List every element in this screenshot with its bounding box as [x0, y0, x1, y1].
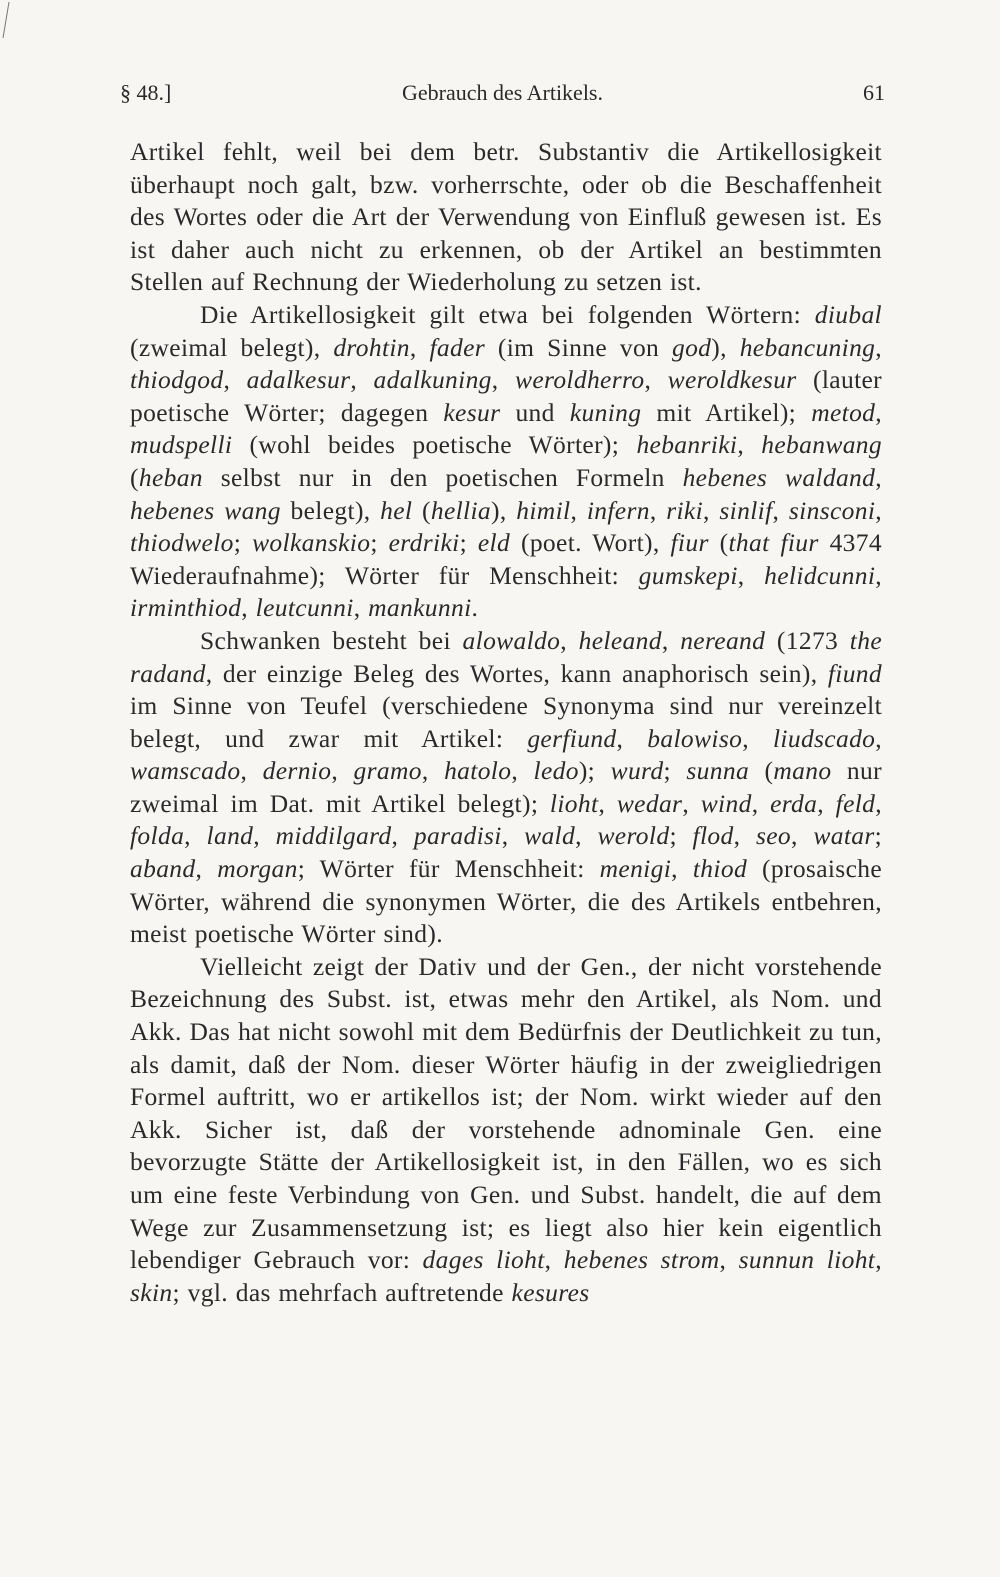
- italic-term: himil: [516, 495, 571, 525]
- italic-term: gumskepi: [638, 560, 738, 590]
- text-run: ,: [409, 332, 430, 362]
- text-run: ,: [491, 365, 515, 395]
- italic-term: dernio: [262, 756, 332, 786]
- italic-term: mudspelli: [130, 430, 233, 460]
- text-run: ,: [875, 462, 882, 492]
- text-run: ,: [616, 723, 648, 753]
- text-run: ; vgl. das mehrfach auftretende: [172, 1277, 512, 1307]
- text-run: Vielleicht zeigt der Dativ und der Gen., der nicht vorstehende Bezeichnung des Subst. ist, etwas mehr den Artikel, als Nom. und Akk. Das hat nicht sowohl mit dem Bedürfnis der Deutlichkeit zu tun, als damit, daß der Nom. dieser Wörter häufig in der zweigliedrigen Formel auftritt, wo er artikellos ist; der Nom. wirkt wieder auf den Akk. Sicher ist, daß der vorstehende adnominale Gen. eine bevorzugte Stätte der Artikellosigkeit ist, in den Fällen, wo es sich um eine feste Verbindung von Gen. und Subst. handelt, die auf dem Wege zur Zusammensetzung ist; es liegt also hier kein eigentlich lebendiger Gebrauch vor:: [130, 951, 882, 1275]
- text-run: ;: [663, 756, 687, 786]
- italic-term: god: [671, 332, 712, 362]
- italic-term: erda: [770, 788, 818, 818]
- italic-term: wedar: [616, 788, 683, 818]
- text-run: im Sinne von Teufel (verschiedene Synonyma sind nur vereinzelt belegt, und zwar mit Artikel:: [130, 691, 882, 753]
- italic-term: mankunni: [368, 593, 472, 623]
- text-run: ,: [331, 756, 354, 786]
- text-run: (: [412, 495, 431, 525]
- text-run: ,: [875, 332, 883, 362]
- text-run: nur zweimal im Dat. mit Artikel belegt);: [130, 756, 882, 818]
- italic-term: diubal: [814, 299, 882, 329]
- italic-term: hebanwang: [761, 430, 882, 460]
- text-run: (wohl beides poetische Wörter);: [232, 430, 637, 460]
- text-run: ,: [875, 788, 883, 818]
- italic-term: balowiso: [647, 723, 743, 753]
- italic-term: helidcunni: [764, 560, 876, 590]
- italic-term: infern: [586, 495, 650, 525]
- italic-term: alowaldo: [462, 625, 561, 655]
- text-run: ,: [253, 821, 276, 851]
- text-run: (lauter poetische Wörter; dagegen: [130, 365, 883, 427]
- text-run: (: [749, 756, 774, 786]
- italic-term: dages lioht: [422, 1245, 545, 1275]
- text-run: (: [708, 528, 729, 558]
- italic-term: mano: [773, 756, 832, 786]
- italic-term: ledo: [533, 756, 579, 786]
- text-run: ,: [671, 854, 693, 884]
- text-run: ; Wörter für Menschheit:: [297, 854, 600, 884]
- italic-term: metod: [811, 397, 876, 427]
- text-run: ,: [751, 788, 771, 818]
- page-number: 61: [863, 80, 885, 105]
- italic-term: fiur: [670, 528, 709, 558]
- text-run: (1273: [765, 625, 850, 655]
- text-run: ,: [875, 723, 883, 753]
- text-run: ,: [875, 1245, 882, 1275]
- italic-term: erdriki: [388, 528, 460, 558]
- italic-term: nereand: [680, 625, 766, 655]
- text-run: ,: [733, 821, 756, 851]
- text-run: ,: [391, 821, 414, 851]
- text-run: ),: [491, 495, 517, 525]
- text-run: ,: [421, 756, 445, 786]
- text-run: ,: [353, 593, 369, 623]
- text-run: ,: [791, 821, 814, 851]
- italic-term: sunna: [686, 756, 750, 786]
- italic-term: watar: [813, 821, 875, 851]
- text-run: ,: [241, 593, 256, 623]
- italic-term: drohtin: [333, 332, 410, 362]
- text-run: ,: [875, 397, 883, 427]
- text-run: ,: [649, 495, 667, 525]
- italic-term: hebancuning: [739, 332, 876, 362]
- italic-term: hellia: [430, 495, 492, 525]
- text-run: Die Artikellosigkeit gilt etwa bei folgenden Wörtern:: [200, 299, 815, 329]
- text-run: ;: [233, 528, 253, 558]
- text-run: ,: [742, 723, 773, 753]
- text-run: (poet. Wort),: [510, 528, 671, 558]
- italic-term: kesures: [511, 1277, 590, 1307]
- italic-term: feld: [835, 788, 876, 818]
- italic-term: sinsconi: [788, 495, 876, 525]
- italic-term: thiodgod: [130, 365, 224, 395]
- italic-term: hebanriki: [636, 430, 738, 460]
- text-run: ,: [875, 495, 883, 525]
- text-run: ,: [772, 495, 789, 525]
- text-run: ;: [459, 528, 478, 558]
- text-run: ,: [737, 560, 765, 590]
- italic-term: adalkesur: [246, 365, 351, 395]
- text-run: .: [471, 593, 479, 623]
- italic-term: weroldkesur: [667, 365, 797, 395]
- text-run: ,: [501, 821, 525, 851]
- text-run: ,: [544, 1245, 564, 1275]
- italic-term: hebenes strom: [563, 1245, 720, 1275]
- italic-term: hatolo: [444, 756, 512, 786]
- italic-term: fader: [429, 332, 486, 362]
- text-run: ,: [737, 430, 762, 460]
- text-run: ,: [570, 495, 587, 525]
- text-run: Schwanken besteht bei: [200, 625, 463, 655]
- italic-term: that fiur: [728, 528, 819, 558]
- text-run: selbst nur in den poetischen Formeln: [202, 462, 683, 492]
- italic-term: thiod: [692, 854, 748, 884]
- running-title: Gebrauch des Artikels.: [402, 80, 603, 105]
- text-run: ,: [223, 365, 247, 395]
- italic-term: wurd: [610, 756, 664, 786]
- italic-term: gerfiund: [527, 723, 617, 753]
- text-run: ,: [682, 788, 701, 818]
- text-run: 4374 Wiederaufnahme); Wörter für Menschheit:: [130, 528, 882, 590]
- italic-term: heleand: [578, 625, 662, 655]
- running-header: [120, 80, 885, 110]
- italic-term: eld: [477, 528, 511, 558]
- italic-term: kuning: [569, 397, 642, 427]
- text-run: ;: [669, 821, 693, 851]
- italic-term: werold: [597, 821, 670, 851]
- italic-term: kesur: [443, 397, 501, 427]
- text-run: ,: [703, 495, 720, 525]
- italic-term: leutcunni: [255, 593, 354, 623]
- text-run: ,: [875, 560, 883, 590]
- text-run: ,: [184, 821, 207, 851]
- text-run: );: [578, 756, 611, 786]
- italic-term: hebenes wang: [130, 495, 281, 525]
- text-run: (prosaische Wörter, während die synonymen Wörter, die des Artikels entbehren, meist poetische Wörter sind).: [130, 854, 883, 949]
- italic-term: wald: [524, 821, 576, 851]
- text-run: ,: [511, 756, 534, 786]
- paragraph: [130, 625, 882, 951]
- italic-term: weroldherro: [514, 365, 645, 395]
- text-run: ,: [719, 1245, 739, 1275]
- italic-term: fiund: [827, 658, 882, 688]
- italic-term: seo: [755, 821, 791, 851]
- italic-term: skin: [130, 1277, 173, 1307]
- text-run: ,: [575, 821, 598, 851]
- italic-term: wolkanskio: [252, 528, 371, 558]
- text-run: mit Artikel);: [641, 397, 812, 427]
- paragraph: [130, 136, 882, 299]
- italic-term: thiodwelo: [130, 528, 234, 558]
- text-run: ,: [350, 365, 374, 395]
- body-text: [130, 136, 882, 1309]
- italic-term: sinlif: [719, 495, 773, 525]
- italic-term: liudscado: [772, 723, 876, 753]
- text-run: ,: [661, 625, 681, 655]
- section-number: § 48.]: [120, 80, 172, 105]
- italic-term: land: [206, 821, 254, 851]
- italic-term: menigi: [599, 854, 672, 884]
- text-run: ,: [817, 788, 836, 818]
- italic-term: hebenes waldand: [682, 462, 876, 492]
- italic-term: middilgard: [275, 821, 392, 851]
- text-run: ,: [195, 854, 218, 884]
- italic-term: adalkuning: [373, 365, 492, 395]
- text-run: Artikel fehlt, weil bei dem betr. Substantiv die Artikellosigkeit überhaupt noch galt, bzw. vorherrschte, oder ob die Beschaffenheit des Wortes oder die Art der Verwendung von Einfluß gewesen ist. Es ist daher auch nicht zu erkennen, ob der Artikel an bestimmten Stellen auf Rechnung der Wiederholung zu setzen ist.: [130, 137, 882, 297]
- italic-term: flod: [692, 821, 734, 851]
- italic-term: morgan: [217, 854, 298, 884]
- text-run: (zweimal belegt),: [130, 332, 334, 362]
- italic-term: wind: [700, 788, 752, 818]
- pencil-mark: [0, 0, 40, 40]
- text-run: ),: [711, 332, 740, 362]
- text-run: ,: [240, 756, 263, 786]
- italic-term: irminthiod: [130, 593, 242, 623]
- text-run: ;: [874, 821, 883, 851]
- paragraph: [130, 951, 882, 1310]
- italic-term: folda: [130, 821, 185, 851]
- text-run: und: [500, 397, 570, 427]
- italic-term: sunnun lioht: [738, 1245, 876, 1275]
- text-run: belegt),: [280, 495, 381, 525]
- italic-term: wamscado: [130, 756, 241, 786]
- paragraph: [130, 299, 882, 625]
- italic-term: aband: [130, 854, 196, 884]
- text-run: ,: [560, 625, 579, 655]
- italic-term: lioht: [549, 788, 599, 818]
- text-run: (im Sinne von: [485, 332, 672, 362]
- italic-term: paradisi: [413, 821, 502, 851]
- italic-term: heban: [138, 462, 203, 492]
- text-run: (: [130, 462, 139, 492]
- text-run: ,: [598, 788, 617, 818]
- text-run: , der einzige Beleg des Wortes, kann anaphorisch sein),: [205, 658, 828, 688]
- text-run: ,: [644, 365, 668, 395]
- italic-term: the radand: [130, 625, 882, 688]
- text-run: ;: [370, 528, 389, 558]
- italic-term: hel: [380, 495, 413, 525]
- italic-term: riki: [666, 495, 704, 525]
- italic-term: gramo: [353, 756, 422, 786]
